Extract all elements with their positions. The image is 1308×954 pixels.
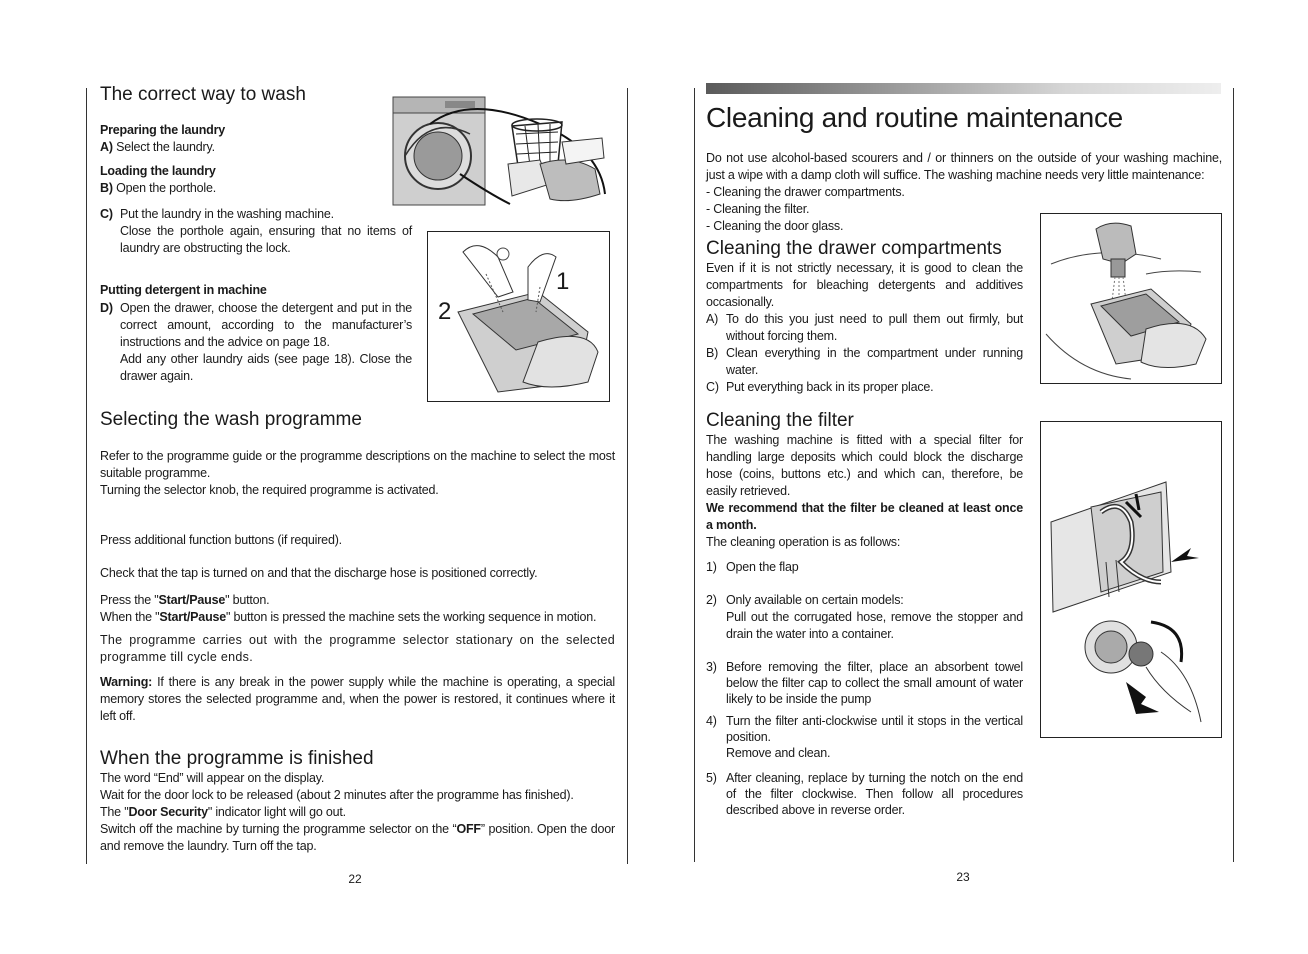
filter-step-3: 3) Before removing the filter, place an absorbent towel below the filter cap to collect the small amount of water likely to be inside the pump	[706, 660, 1023, 706]
drawer-text: Even if it is not strictly necessary, it is good to clean the compartments for bleaching detergents and additives occasionally.	[706, 261, 1023, 309]
filter-text: The washing machine is fitted with a special filter for handling large deposits which could block the discharge hose (coins, buttons etc.) and which can, therefore, be easily retrieved.	[706, 433, 1023, 498]
loading-heading: Loading the laundry	[100, 164, 216, 178]
figure-label-2: 2	[438, 298, 452, 325]
bullet-drawer: - Cleaning the drawer compartments.	[706, 185, 905, 199]
section-title-filter: Cleaning the filter	[706, 410, 854, 431]
page-number-left: 22	[348, 872, 362, 886]
drawer-step-a: A) To do this you just need to pull them out firmly, but without forcing them.	[706, 312, 1023, 343]
drawer-step-c: C) Put everything back in its proper place.	[706, 380, 934, 394]
page-number-right: 23	[956, 870, 970, 884]
filter-step-4: 4) Turn the filter anti-clockwise until it stops in the vertical position. Remove and clean.	[706, 714, 1023, 760]
step-a: A) Select the laundry.	[100, 140, 215, 154]
section-title-selecting: Selecting the wash programme	[100, 409, 362, 430]
washing-machine-illustration	[390, 94, 620, 210]
finished-p4: Switch off the machine by turning the programme selector on the “OFF” position. Open the door and remove the laundry. Turn off the tap.	[100, 822, 615, 853]
page-title: Cleaning and routine maintenance	[706, 102, 1123, 133]
section-selecting-programme	[100, 409, 615, 725]
step-b: B) Open the porthole.	[100, 181, 217, 195]
filter-recommendation: We recommend that the filter be cleaned at least once a month.	[706, 501, 1023, 532]
selecting-p4: Check that the tap is turned on and that the discharge hose is positioned correctly.	[100, 566, 538, 580]
left-page-left-rule	[86, 88, 87, 864]
finished-p3: The "Door Security" indicator light will go out.	[100, 805, 346, 819]
step-c: C) Put the laundry in the washing machine. Close the porthole again, ensuring that no items of laundry are obstructing the lock.	[100, 207, 412, 255]
filter-step-2: 2) Only available on certain models: Pull out the corrugated hose, remove the stopper and drain the water into a container.	[706, 593, 1023, 641]
detergent-heading: Putting detergent in machine	[100, 283, 267, 297]
intro-paragraph: Do not use alcohol-based scourers and / or thinners on the outside of your washing machine, just a wipe with a damp cloth will suffice. The washing machine needs very little maintenance:	[706, 151, 1222, 182]
filter-step-5: 5) After cleaning, replace by turning the notch on the end of the filter clockwise. Then follow all procedures described above in reverse order.	[706, 771, 1023, 817]
warning-paragraph: Warning: If there is any break in the power supply while the machine is operating, a special memory stores the selected programme and, when the power is restored, it continues where it left off.	[100, 675, 615, 723]
selecting-p1: Refer to the programme guide or the programme descriptions on the machine to select the most suitable programme.	[100, 449, 615, 480]
left-page-right-rule	[627, 88, 628, 864]
filter-cleaning-figure	[1040, 421, 1222, 738]
section-drawer-compartments	[706, 238, 1023, 396]
step-d: D) Open the drawer, choose the detergent and put in the correct amount, according to the manufacturer’s instructions and the advice on page 18. Add any other laundry aids (see page 18). Close the drawer again.	[100, 301, 412, 383]
selecting-p2: Turning the selector knob, the required programme is activated.	[100, 483, 439, 497]
selecting-p7: The programme carries out with the programme selector stationary on the selected programme till cycle ends.	[100, 633, 615, 664]
right-page-right-rule	[1233, 88, 1234, 862]
section-cleaning-filter	[706, 410, 1023, 818]
right-page-left-rule	[694, 88, 695, 862]
drawer-step-b: B) Clean everything in the compartment under running water.	[706, 346, 1023, 377]
selecting-p3: Press additional function buttons (if required).	[100, 533, 342, 547]
preparing-heading: Preparing the laundry	[100, 123, 225, 137]
bullet-door-glass: - Cleaning the door glass.	[706, 219, 844, 233]
finished-p2: Wait for the door lock to be released (about 2 minutes after the programme has finished).	[100, 788, 574, 802]
drawer-cleaning-figure	[1040, 213, 1222, 384]
bullet-filter: - Cleaning the filter.	[706, 202, 810, 216]
section-title-drawer: Cleaning the drawer compartments	[706, 238, 1002, 259]
section-title-correct-way: The correct way to wash	[100, 84, 306, 105]
selecting-p5: Press the "Start/Pause" button.	[100, 593, 270, 607]
section-programme-finished	[100, 748, 615, 855]
figure-label-1: 1	[556, 268, 570, 295]
filter-text2: The cleaning operation is as follows:	[706, 535, 901, 549]
selecting-p6: When the "Start/Pause" button is pressed the machine sets the working sequence in motion.	[100, 610, 597, 624]
detergent-drawer-figure	[427, 231, 610, 402]
finished-p1: The word “End” will appear on the display.	[100, 771, 325, 785]
title-gradient-bar	[706, 83, 1221, 94]
filter-step-1: 1) Open the flap	[706, 560, 799, 574]
section-title-finished: When the programme is finished	[100, 748, 374, 769]
